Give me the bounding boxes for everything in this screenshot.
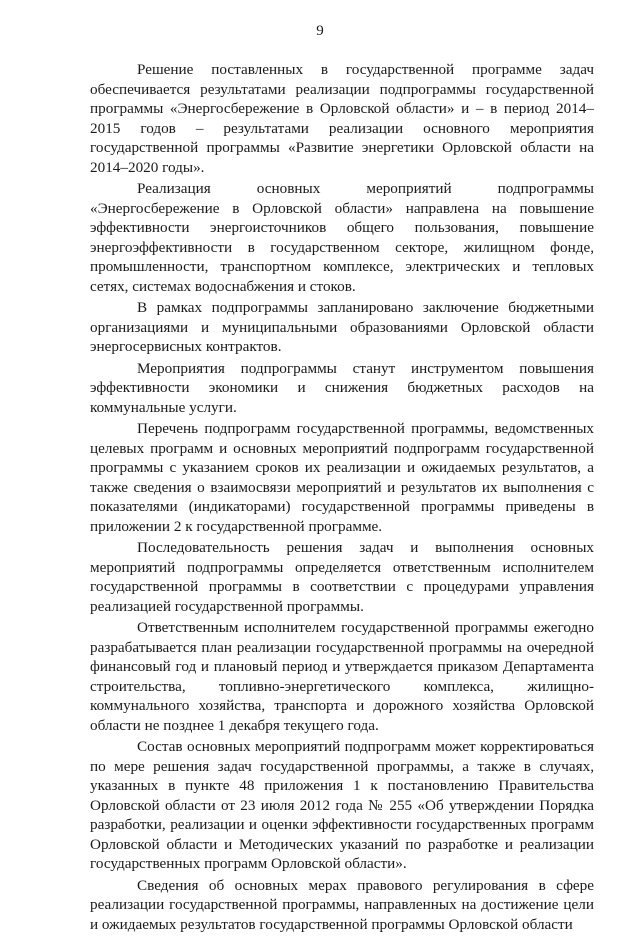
paragraph: Реализация основных мероприятий подпрограммы «Энергосбережение в Орловской области» направлена на повышение эффективности энергоисточников общего пользования, повышение энергоэффективности в государственном секторе, жилищном фонде, промышленности, транспортном комплексе, электрических и тепловых сетях, системах водоснабжения и стоков. [90,180,594,295]
page-number: 9 [316,23,324,39]
paragraph: Состав основных мероприятий подпрограмм может корректироваться по мере решения задач государственной программы, а также в случаях, указанных в пункте 48 приложения 1 к постановлению Правительства Орловской области от 23 июля 2012 года № 255 «Об утверждении Порядка разработки, реализации и оценки эффективности государственных программ Орловской области и Методических указаний по разработке и реализации государственных программ Орловской области». [90,738,594,872]
paragraph: Решение поставленных в государственной программе задач обеспечивается результатами реализации подпрограммы государственной программы «Энергосбережение в Орловской области» и – в период 2014–2015 годов – результатами реализации основного мероприятия государственной программы «Развитие энергетики Орловской области на 2014–2020 годы». [90,61,594,176]
paragraph: В рамках подпрограммы запланировано заключение бюджетными организациями и муниципальными образованиями Орловской области энергосервисных контрактов. [90,299,594,355]
paragraph: Сведения об основных мерах правового регулирования в сфере реализации государственной программы, направленных на достижение цели и ожидаемых результатов государственной программы Орловской области [90,876,594,933]
paragraph: Мероприятия подпрограммы станут инструментом повышения эффективности экономики и снижения бюджетных расходов на коммунальные услуги. [90,359,594,416]
paragraph: Ответственным исполнителем государственной программы ежегодно разрабатывается план реализации государственной программы на очередной финансовый год и плановый период и утверждается приказом Департамента строительства, топливно-энергетического комплекса, жилищно-коммунального хозяйства, транспорта и дорожного хозяйства Орловской области не позднее 1 декабря текущего года. [90,619,594,734]
document-body [90,60,594,936]
paragraph: Перечень подпрограмм государственной программы, ведомственных целевых программ и основных мероприятий подпрограмм государственной программы с указанием сроков их реализации и ожидаемых результатов, а также сведения о взаимосвязи мероприятий и результатов их выполнения с показателями (индикаторами) государственной программы приведены в приложении 2 к государственной программе. [90,420,594,535]
paragraph: Последовательность решения задач и выполнения основных мероприятий подпрограммы определяется ответственным исполнителем государственной программы в соответствии с процедурами управления реализацией государственной программы. [90,539,594,615]
